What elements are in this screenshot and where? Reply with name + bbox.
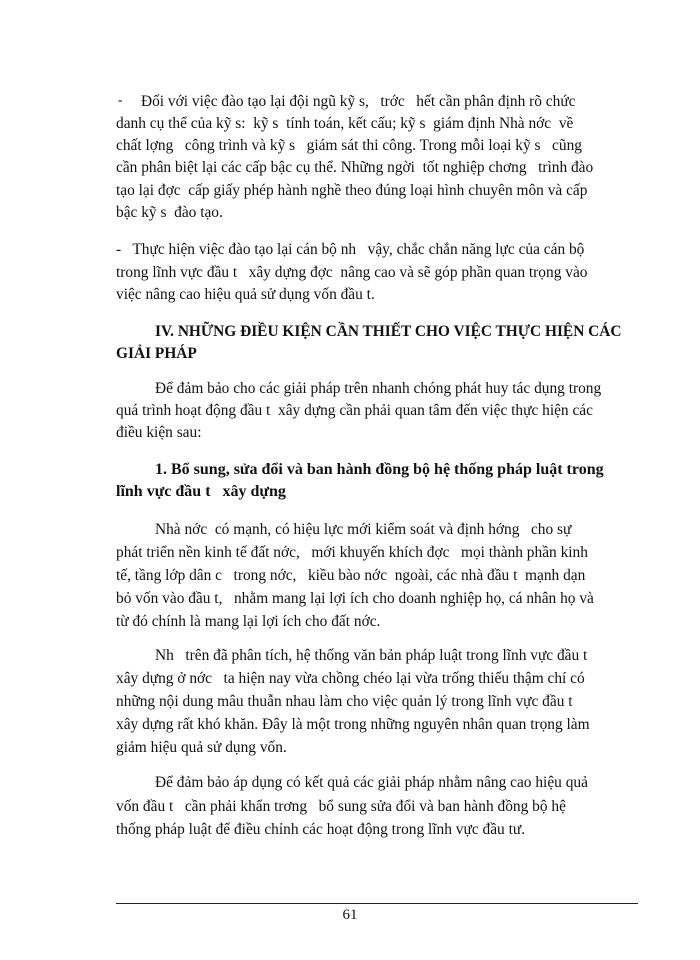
text-line: Để đảm bảo cho các giải pháp trên nhanh chóng phát huy tác dụng trong	[155, 380, 602, 397]
text-line: giảm hiệu quả sử dụng vốn.	[116, 739, 287, 756]
text-line: thống pháp luật để điều chỉnh các hoạt động trong lĩnh vực đầu tư.	[116, 821, 526, 838]
text-line: điều kiện sau:	[116, 424, 202, 441]
text-line: Đối với việc đào tạo lại đội ngũ kỹ s, trớc hết cần phân định rõ chức	[141, 93, 576, 110]
heading-line: IV. NHỮNG ĐIỀU KIỆN CẦN THIẾT CHO VIỆC THỰC HIỆN CÁC	[155, 323, 622, 340]
text-line: xây dựng ở nớc ta hiện nay vừa chồng chéo lại vừa trống thiếu thậm chí có	[116, 670, 585, 687]
text-line: Để đảm bảo áp dụng có kết quả các giải pháp nhằm nâng cao hiệu quả	[155, 774, 588, 791]
text-line: cần phân biệt lại các cấp bậc cụ thể. Những ngời tốt nghiệp chơng trình đào	[116, 159, 594, 176]
text-line: Nhà nớc có mạnh, có hiệu lực mới kiểm soát và định hớng cho sự	[155, 521, 572, 538]
page-number: 61	[342, 907, 358, 923]
text-line: xây dựng rất khó khăn. Đây là một trong những nguyên nhân quan trọng làm	[116, 716, 590, 733]
text-line: bậc kỹ s đào tạo.	[116, 204, 223, 221]
text-line: - Thực hiện việc đào tạo lại cán bộ nh vậy, chắc chắn năng lực của cán bộ	[116, 241, 585, 258]
text-line: trong lĩnh vực đầu t xây dựng đợc nâng cao và sẽ góp phần quan trọng vào	[116, 264, 588, 281]
text-line: những nội dung mâu thuẫn nhau làm cho việc quản lý trong lĩnh vực đầu t	[116, 693, 573, 710]
heading-line: GIẢI PHÁP	[116, 345, 197, 362]
text-line: tạo lại đợc cấp giấy phép hành nghề theo đúng loại hình chuyên môn và cấp	[116, 182, 588, 199]
text-line: danh cụ thể của kỹ s: kỹ s tính toán, kết cấu; kỹ s giám định Nhà nớc về	[116, 115, 574, 132]
heading-line: 1. Bổ sung, sửa đổi và ban hành đồng bộ hệ thống pháp luật trong	[155, 461, 604, 478]
text-line: tế, tầng lớp dân c trong nớc, kiều bào nớc ngoài, các nhà đầu t mạnh dạn	[116, 567, 586, 584]
text-line: bỏ vốn vào đầu t, nhằm mang lại lợi ích cho doanh nghiệp họ, cá nhân họ và	[116, 590, 594, 607]
bullet-mark: -	[118, 92, 123, 107]
text-line: việc nâng cao hiệu quả sử dụng vốn đầu t.	[116, 286, 375, 303]
text-line: phát triển nền kinh tế đất nớc, mới khuyến khích đợc mọi thành phần kinh	[116, 544, 588, 561]
text-line: quá trình hoạt động đầu t xây dựng cần phải quan tâm đến việc thực hiện các	[116, 402, 593, 419]
heading-line: lĩnh vực đầu t xây dựng	[116, 483, 286, 500]
footer-divider	[116, 903, 638, 904]
text-line: Nh trên đã phân tích, hệ thống văn bản pháp luật trong lĩnh vực đầu t	[155, 647, 588, 664]
text-line: từ đó chính là mang lại lợi ích cho đất nớc.	[116, 613, 381, 630]
text-line: chất lợng công trình và kỹ s giám sát thi công. Trong mỗi loại kỹ s cũng	[116, 137, 582, 154]
text-line: vốn đầu t cần phải khẩn trơng bổ sung sửa đổi và ban hành đồng bộ hệ	[116, 798, 566, 815]
